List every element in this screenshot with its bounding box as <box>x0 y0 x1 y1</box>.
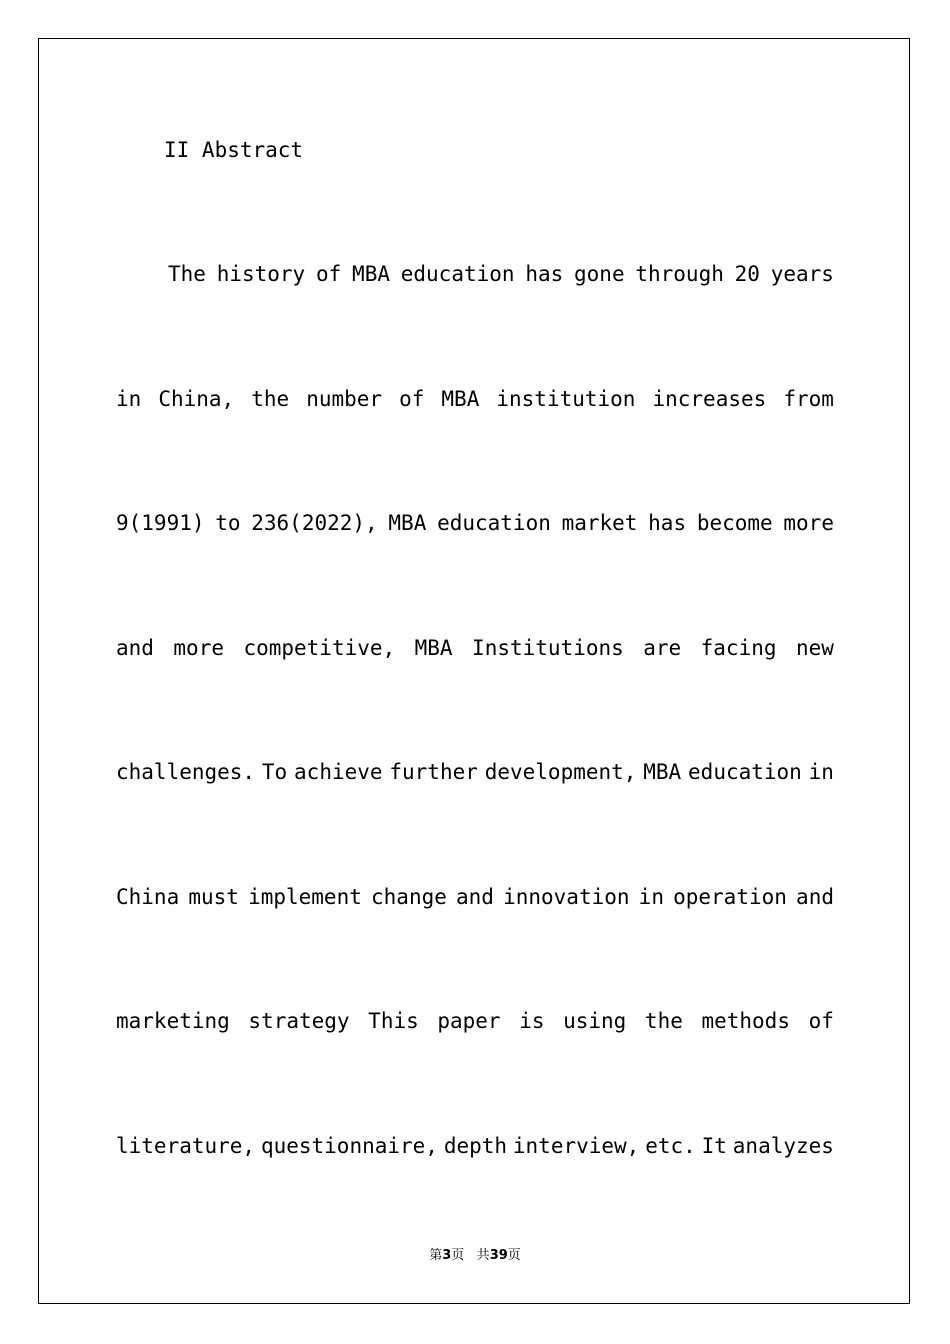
body-word: questionnaire, <box>260 1134 438 1158</box>
body-word: challenges. <box>116 760 256 784</box>
body-word: of <box>315 262 342 286</box>
body-word: marketing <box>116 1009 230 1033</box>
total-pages-number: 39 <box>489 1248 508 1263</box>
body-line <box>168 260 834 288</box>
body-word: literature, <box>116 1134 256 1158</box>
body-word: strategy <box>248 1009 350 1033</box>
body-word: China, <box>158 387 235 411</box>
body-line <box>116 758 834 786</box>
body-word: in <box>808 760 834 784</box>
body-word: To <box>261 760 288 784</box>
body-word: must <box>188 885 239 909</box>
body-word: of <box>808 1009 834 1033</box>
body-word: to <box>215 511 241 535</box>
body-word: gone <box>574 262 625 286</box>
body-word: further <box>389 760 478 784</box>
body-word: in <box>116 387 142 411</box>
body-word: is <box>519 1009 545 1033</box>
body-word: has <box>648 511 687 535</box>
footer-total-suffix: 页 <box>507 1248 521 1263</box>
footer-total-prefix: 共 <box>476 1248 490 1263</box>
body-word: through <box>635 262 724 286</box>
body-word: MBA <box>388 511 427 535</box>
body-word: education <box>437 511 551 535</box>
body-word: the <box>644 1009 683 1033</box>
body-word: MBA <box>643 760 682 784</box>
body-word: and <box>456 885 494 909</box>
body-word: from <box>783 387 834 411</box>
body-line <box>116 385 834 413</box>
body-line <box>116 883 834 911</box>
body-word: development, <box>484 760 637 784</box>
body-word: The <box>168 262 206 286</box>
body-word: years <box>770 262 834 286</box>
body-word: education <box>400 262 515 286</box>
body-word: MBA <box>352 262 390 286</box>
body-word: increases <box>652 387 767 411</box>
body-line <box>116 1132 834 1160</box>
page-footer <box>0 1247 950 1265</box>
body-word: achieve <box>294 760 383 784</box>
body-word: more <box>173 636 224 660</box>
body-word: interview, <box>512 1134 640 1158</box>
footer-prefix: 第 <box>429 1248 443 1263</box>
body-word: and <box>796 885 834 909</box>
body-word: more <box>783 511 834 535</box>
body-word: It <box>701 1134 727 1158</box>
body-word: education <box>688 760 802 784</box>
body-word: implement <box>248 885 362 909</box>
body-word: the <box>251 387 290 411</box>
body-word: 236(2022), <box>251 511 378 535</box>
body-word: has <box>525 262 564 286</box>
body-word: 9(1991) <box>116 511 205 535</box>
body-word: etc. <box>645 1134 696 1158</box>
body-word: MBA <box>441 387 480 411</box>
body-word: 20 <box>734 262 760 286</box>
body-word: new <box>795 636 834 660</box>
body-word: MBA <box>414 636 453 660</box>
body-word: market <box>561 511 638 535</box>
body-word: facing <box>700 636 777 660</box>
footer-page-suffix: 页 <box>451 1248 465 1263</box>
body-word: and <box>116 636 154 660</box>
body-word: analyzes <box>732 1134 834 1158</box>
body-word: are <box>643 636 682 660</box>
body-word: This <box>368 1009 419 1033</box>
body-word: history <box>216 262 306 286</box>
body-line <box>116 509 834 537</box>
body-word: number <box>306 387 383 411</box>
body-line <box>116 634 834 662</box>
page-border <box>38 38 910 1304</box>
body-word: paper <box>437 1009 501 1033</box>
body-word: of <box>399 387 425 411</box>
body-word: China <box>116 885 180 909</box>
body-line <box>116 1007 834 1035</box>
body-word: Institutions <box>472 636 624 660</box>
body-word: competitive, <box>243 636 396 660</box>
body-word: depth <box>443 1134 508 1158</box>
body-word: in <box>638 885 664 909</box>
body-word: become <box>696 511 773 535</box>
section-heading: II Abstract <box>164 138 304 162</box>
body-word: methods <box>701 1009 790 1033</box>
body-word: operation <box>673 885 787 909</box>
body-word: change <box>371 885 447 909</box>
body-word: using <box>563 1009 627 1033</box>
body-word: innovation <box>503 885 630 909</box>
body-word: institution <box>496 387 636 411</box>
current-page-number: 3 <box>442 1248 452 1263</box>
